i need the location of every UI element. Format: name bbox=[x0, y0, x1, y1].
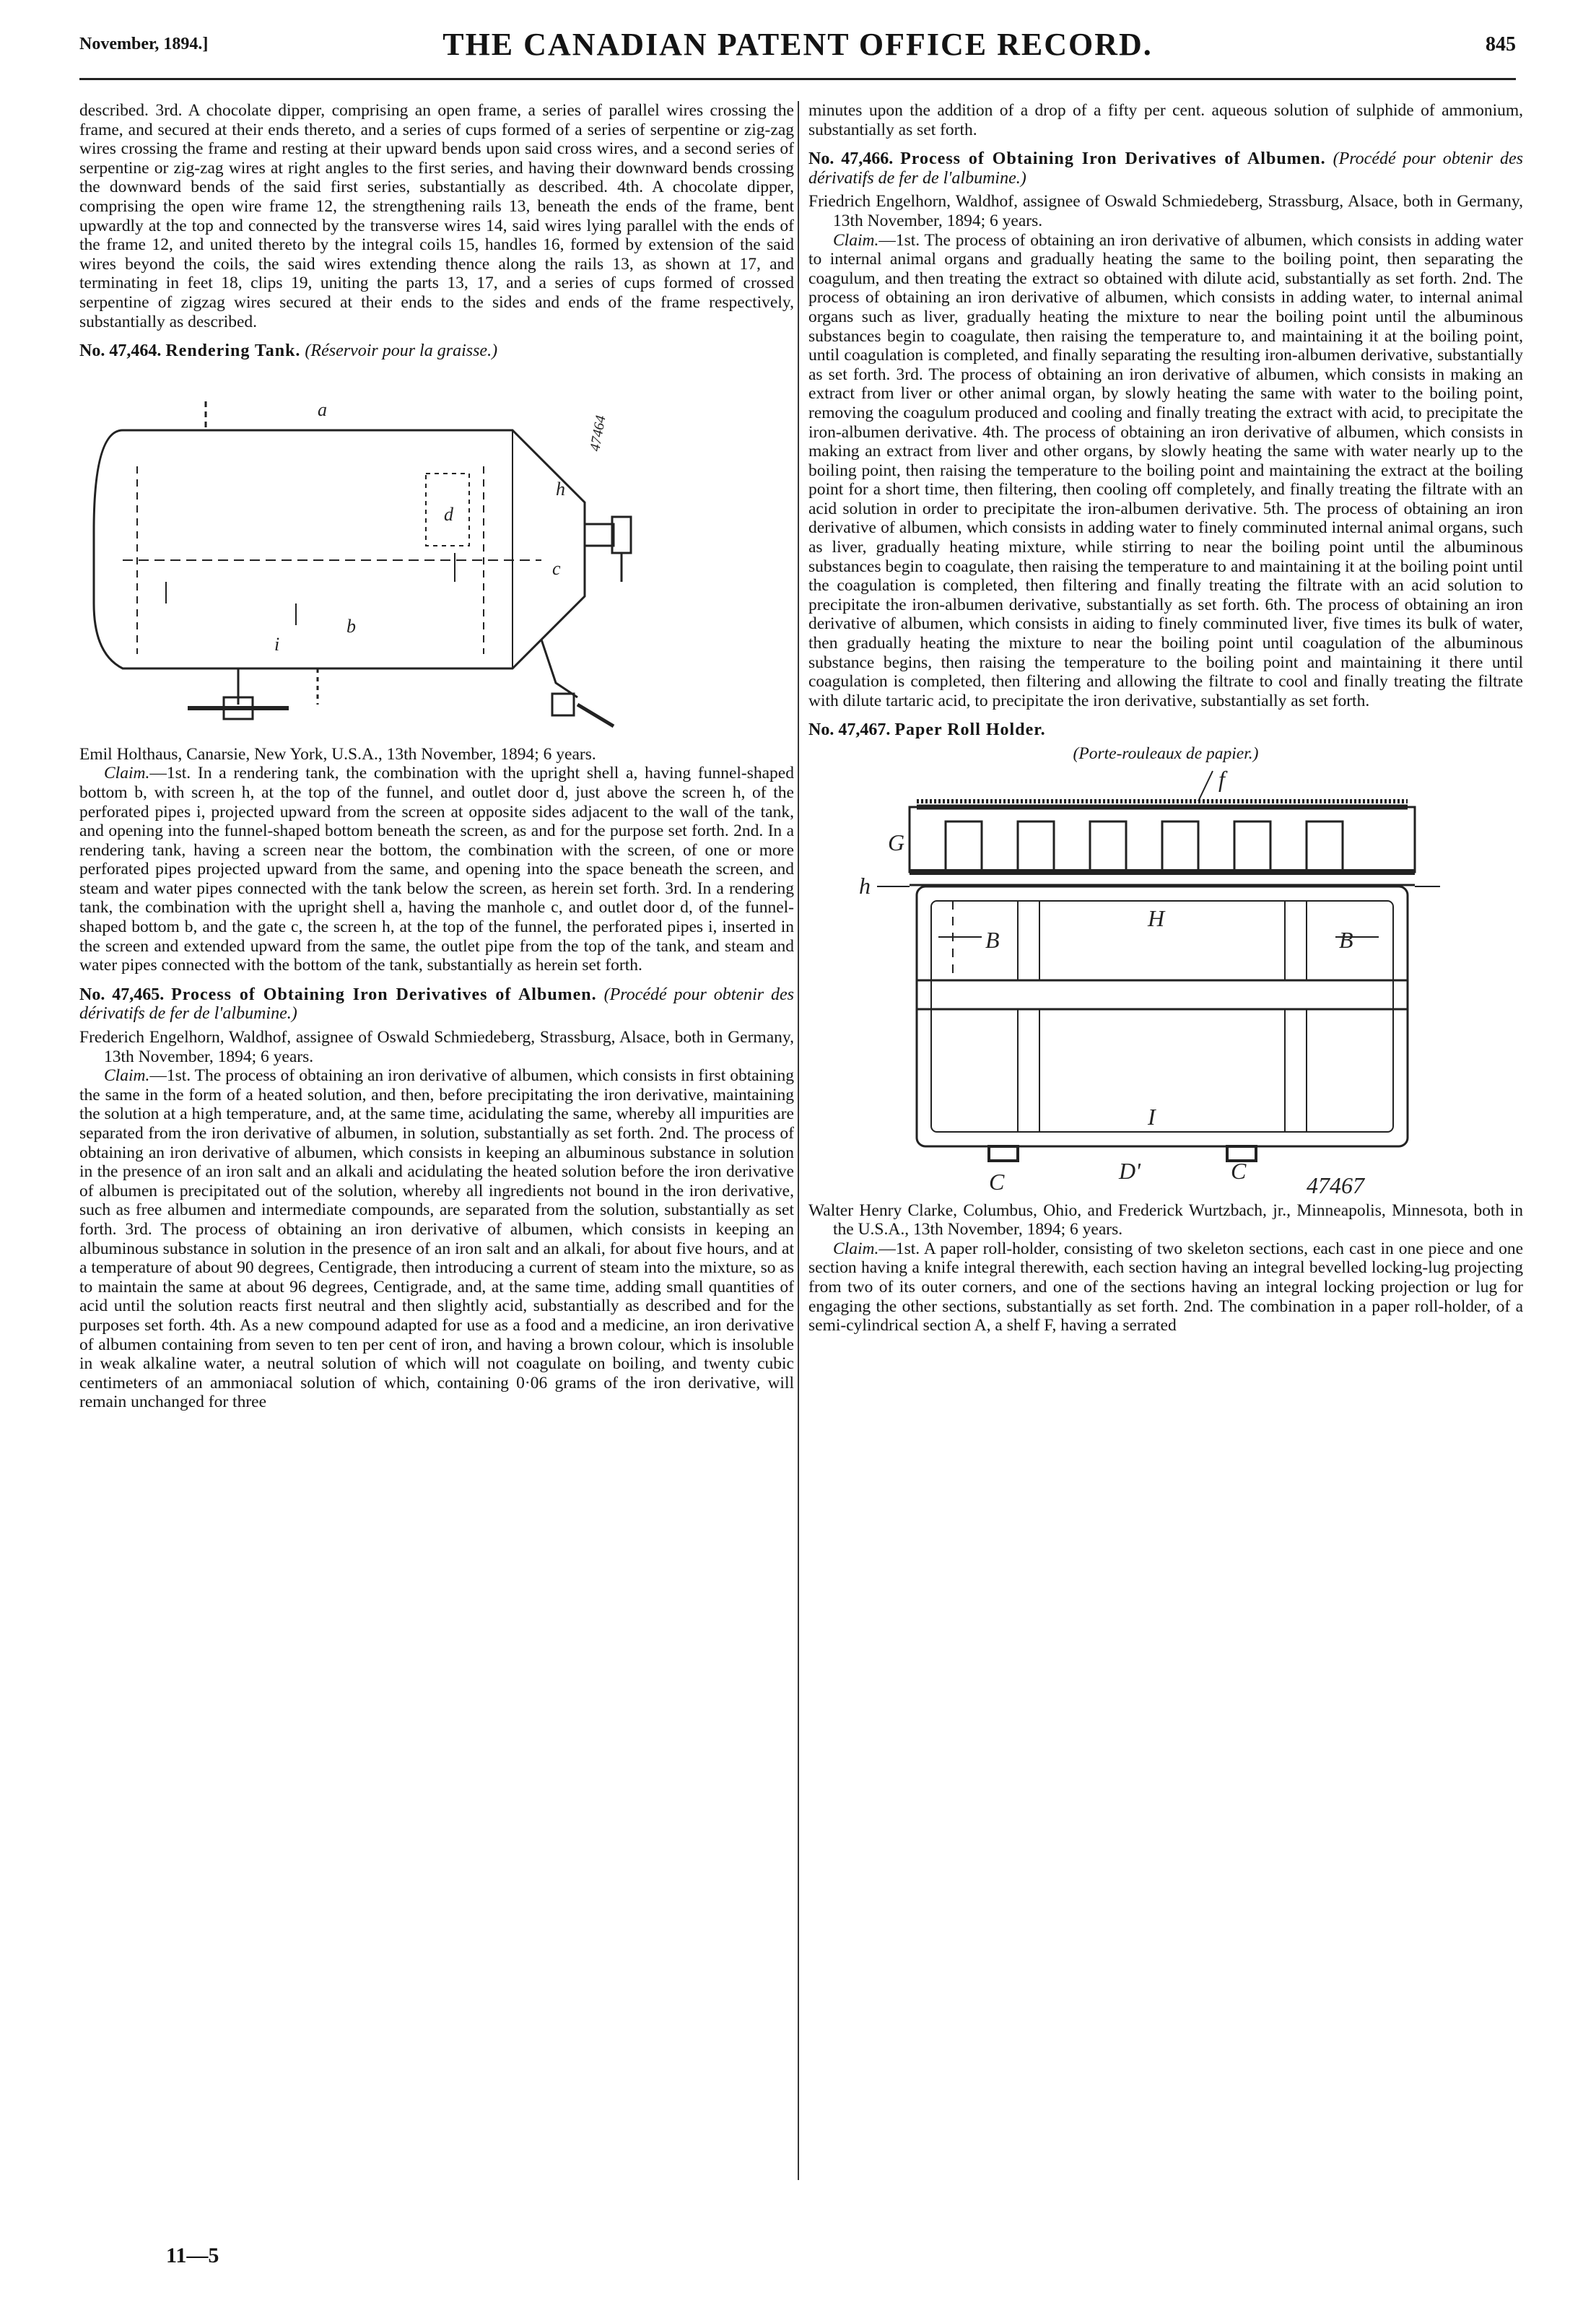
right-column bbox=[808, 101, 1523, 1335]
label-b: b bbox=[346, 615, 356, 637]
patent-inventor: Walter Henry Clarke, Columbus, Ohio, and Frederick Wurtzbach, jr., Minneapolis, Minnesota, both in the U.S.A., 13th November, 1894; 6 years. bbox=[808, 1200, 1523, 1239]
fig-number: 47467 bbox=[1307, 1172, 1364, 1197]
patent-french-title: (Procédé pour obtenir des dérivatifs de fer de l'albumine.) bbox=[79, 985, 795, 1024]
continued-text: described. 3rd. A chocolate dipper, comprising an open frame, a series of parallel wires crossing the frame, and secured at their ends thereto, and a series of cups formed of a series of serpentine or zig-zag wires crossing the frame and resting at their upward bends upon said cross wires, and a second series of serpentine or zig-zag wires at right angles to the first series, and having their downward bends crossing the downward bends of the said first series, substantially as described. 4th. A chocolate dipper, comprising the open wire frame 12, the strengthening rails 13, beneath the ends of the frame, bent upwardly at the top and connected by the transverse wires 14, said wires lying parallel with the ends of the frame 12, and united thereto by the integral coils 15, handles 16, formed by extension of the said wires beyond the coils, the said wires extending thence along the rails 13, as shown at 17, and terminating in feet 18, clips 19, uniting the parts 13, 17, and a series of cups formed of crossed serpentine of zigzag wires secured at their ends to the sides and ends of the frame respectively, substantially as described. bbox=[79, 101, 794, 331]
claim-label: Claim. bbox=[833, 230, 879, 250]
patent-title: Process of Obtaining Iron Derivatives of Albumen. bbox=[171, 985, 597, 1004]
rendering-tank-figure bbox=[79, 365, 794, 741]
claim-label: Claim. bbox=[833, 1239, 879, 1258]
fig-number: 47464 bbox=[587, 414, 609, 453]
claim-text: —1st. The process of obtaining an iron derivative of albumen, which consists in first obtaining the same in the form of a heated solution, and then, before precipitating the iron derivative, maintaining the solution at a high temperature, and, at the same time, acidulating the same, whereby all impurities are separated from the iron derivative of albumen, in solution, substantially as set forth. 2nd. The process of obtaining an iron derivative of albumen, which consists in keeping an albuminous substance in solution in the presence of an iron salt and an alkali and acidulating the heated solution before the iron derivative of albumen is precipitated out of the solution, whereby all ingredients not bound in the iron derivative, such as free albumen and intermediate compounds, are separated from the solution, substantially as set forth. 3rd. The process of obtaining an iron derivative of albumen, which consists in keeping an albuminous substance in solution in the presence of an iron salt and an alkali, for about five hours, and at a temperature of about 90 degrees, Centigrade, then introducing a current of steam into the mixture, so as to maintain the same at about 96 degrees, Centigrade, and, at the same time, adding small quantities of acid until the solution reacts first neutral and then slightly acid, substantially as described and for the purposes set forth. 4th. As a new compound adapted for use as a food and a medicine, an iron derivative of albumen containing from seven to ten per cent of iron, and having a brown colour, which is insoluble in weak alkaline water, a neutral solution of which will not coagulate on boiling, and twenty cubic centimeters of an ammoniacal solution of which, containing 0·06 grams of the iron derivative, will remain unchanged for three bbox=[79, 1066, 794, 1412]
paper-roll-holder-drawing bbox=[808, 764, 1523, 1197]
header-date: November, 1894.] bbox=[79, 35, 209, 53]
label-a: a bbox=[318, 398, 327, 420]
header-title: THE CANADIAN PATENT OFFICE RECORD. bbox=[442, 27, 1153, 62]
patent-number: No. 47,465. bbox=[79, 985, 165, 1004]
label-d: d bbox=[444, 503, 453, 525]
patent-title: Rendering Tank. bbox=[165, 341, 301, 361]
patent-heading-47464 bbox=[79, 341, 794, 361]
label-i: i bbox=[274, 633, 280, 655]
page-header bbox=[79, 27, 1516, 71]
label-c: c bbox=[552, 557, 561, 579]
label-C-left: C bbox=[989, 1168, 1005, 1195]
patent-heading-47466 bbox=[808, 149, 1523, 188]
label-D-prime: D' bbox=[1119, 1157, 1141, 1184]
rendering-tank-drawing bbox=[79, 365, 794, 741]
label-H: H bbox=[1148, 905, 1165, 931]
paper-roll-holder-figure bbox=[808, 764, 1523, 1197]
patent-heading-47465 bbox=[79, 985, 794, 1024]
patent-claim-47467 bbox=[808, 1239, 1523, 1335]
claim-label: Claim. bbox=[104, 764, 150, 783]
patent-french-title: (Procédé pour obtenir des dérivatifs de fer de l'albumine.) bbox=[808, 149, 1524, 188]
patent-claim-47465 bbox=[79, 1066, 794, 1412]
continued-text: minutes upon the addition of a drop of a fifty per cent. aqueous solution of sulphide of ammonium, substantially as set forth. bbox=[808, 101, 1523, 139]
label-f: f bbox=[1218, 765, 1225, 792]
claim-text: —1st. A paper roll-holder, consisting of two skeleton sections, each cast in one piece and one section having a knife integral therewith, each section having an integral bevelled locking-lug projecting from two of its outer corners, and one of the sections having an integral locking projection or lug for engaging the other sections, substantially as set forth. 2nd. The combination in a paper roll-holder, of a semi-cylindrical section A, a shelf F, having a serrated bbox=[808, 1239, 1523, 1335]
header-page-number: 845 bbox=[1486, 33, 1516, 56]
label-B-left: B bbox=[985, 926, 1000, 953]
patent-claim-47466 bbox=[808, 231, 1523, 711]
label-I: I bbox=[1148, 1103, 1156, 1130]
claim-text: —1st. The process of obtaining an iron derivative of albumen, which consists in adding water to internal animal organs and gradually heating the same to the boiling point, then separating the coagulum, and then treating the extract so obtained with dilute acid, substantially as set forth. 2nd. The process of obtaining an iron derivative of albumen, which consists in adding water, to internal animal organs such as liver, gradually heating the mixture to near the boiling point until the albuminous substances begin to coagulate, then raising the temperature to, and maintaining it at the boiling point, until coagulation is completed, and finally separating the resulting iron-albumen derivative, substantially as set forth. 3rd. The process of obtaining an iron derivative of albumen, which consists in making an extract from liver or other animal organ, by slowly heating the same with water to the boiling point, removing the coagulum produced and cooling and finally treating the extract with acid, to precipitate the iron-albumen derivative. 4th. The process of obtaining an iron derivative of albumen, which consists in making an extract from liver and other organs, by slowly heating the same with water nearly up to the boiling point, then raising the temperature to the boiling point and maintaining the extract at the boiling point for a short time, then filtering, then cooling off completely, and finally treating the filtrate with an acid solution in order to precipitate the iron-albumen derivative. 5th. The process of obtaining an iron derivative of albumen, which consists in adding water to finely comminuted internal animal organs, such as liver, gradually heating mixture, while stirring to near the boiling point until the albuminous substances begin to coagulate, then raising the temperature to and maintaining it at the boiling point until the coagulation is completed, then filtering and finally treating the filtrate with an acid solution to precipitate the iron-albumen derivative, substantially as set forth. 6th. The process of obtaining an iron derivative of albumen, which consists in aiding to finely comminuted liver, five times its bulk of water, then gradually heating the mixture to near the boiling point until coagulation of the albuminous substance begins, then raising the temperature to the boiling point and maintaining it there until coagulation is completed, then filtering and allowing the filtrate to cool and finally treating the filtrate with dilute tartaric acid, to precipitate the iron derivative, substantially as set forth. bbox=[808, 230, 1523, 710]
patent-inventor: Friedrich Engelhorn, Waldhof, assignee of Oswald Schmiedeberg, Strassburg, Alsace, both in Germany, 13th November, 1894; 6 years. bbox=[808, 192, 1523, 230]
patent-heading-47467 bbox=[808, 720, 1523, 740]
label-h: h bbox=[556, 478, 565, 500]
patent-french-title: (Porte-rouleaux de papier.) bbox=[1073, 744, 1259, 763]
patent-french-title: (Réservoir pour la graisse.) bbox=[305, 341, 498, 361]
patent-number: No. 47,466. bbox=[808, 149, 894, 169]
label-C-right: C bbox=[1231, 1157, 1247, 1184]
left-column bbox=[79, 101, 794, 1412]
claim-text: —1st. In a rendering tank, the combination with the upright shell a, having funnel-shaped bottom b, with screen h, at the top of the funnel, and outlet door d, just above the screen h, of the perforated pipes i, projected upward from the screen at opposite sides adjacent to the wall of the tank, and opening into the funnel-shaped bottom beneath the screen, as and for the purpose set forth. 2nd. In a rendering tank, having a screen near the bottom, the combination with the screen, of one or more perforated pipes projected upward from the same, and opening into the space beneath the screen, and steam and water pipes connected with the tank below the screen, as herein set forth. 3rd. In a rendering tank, the combination with the upright shell a, having the manhole c, and outlet door d, of the funnel-shaped bottom b, and the gate c, the screen h, at the top of the funnel, the perforated pipes i, inserted in the screen and extended upward from the same, the outlet pipe from the top of the tank, and steam and water pipes connected with the bottom of the tank, substantially as herein set forth. bbox=[79, 764, 794, 975]
patent-inventor: Frederich Engelhorn, Waldhof, assignee of Oswald Schmiedeberg, Strassburg, Alsace, both in Germany, 13th November, 1894; 6 years. bbox=[79, 1028, 794, 1066]
patent-claim-47464 bbox=[79, 764, 794, 975]
label-G: G bbox=[888, 829, 905, 855]
patent-number: No. 47,467. bbox=[808, 720, 891, 740]
patent-title: Paper Roll Holder. bbox=[894, 720, 1046, 740]
column-divider bbox=[798, 101, 799, 2180]
patent-title: Process of Obtaining Iron Derivatives of Albumen. bbox=[900, 149, 1326, 169]
signature-folio: 11—5 bbox=[166, 2244, 219, 2267]
patent-inventor: Emil Holthaus, Canarsie, New York, U.S.A., 13th November, 1894; 6 years. bbox=[79, 744, 596, 764]
label-B-right: B bbox=[1339, 926, 1353, 953]
label-h: h bbox=[859, 872, 871, 899]
claim-label: Claim. bbox=[104, 1066, 150, 1086]
patent-number: No. 47,464. bbox=[79, 341, 162, 361]
header-rule bbox=[79, 78, 1516, 80]
